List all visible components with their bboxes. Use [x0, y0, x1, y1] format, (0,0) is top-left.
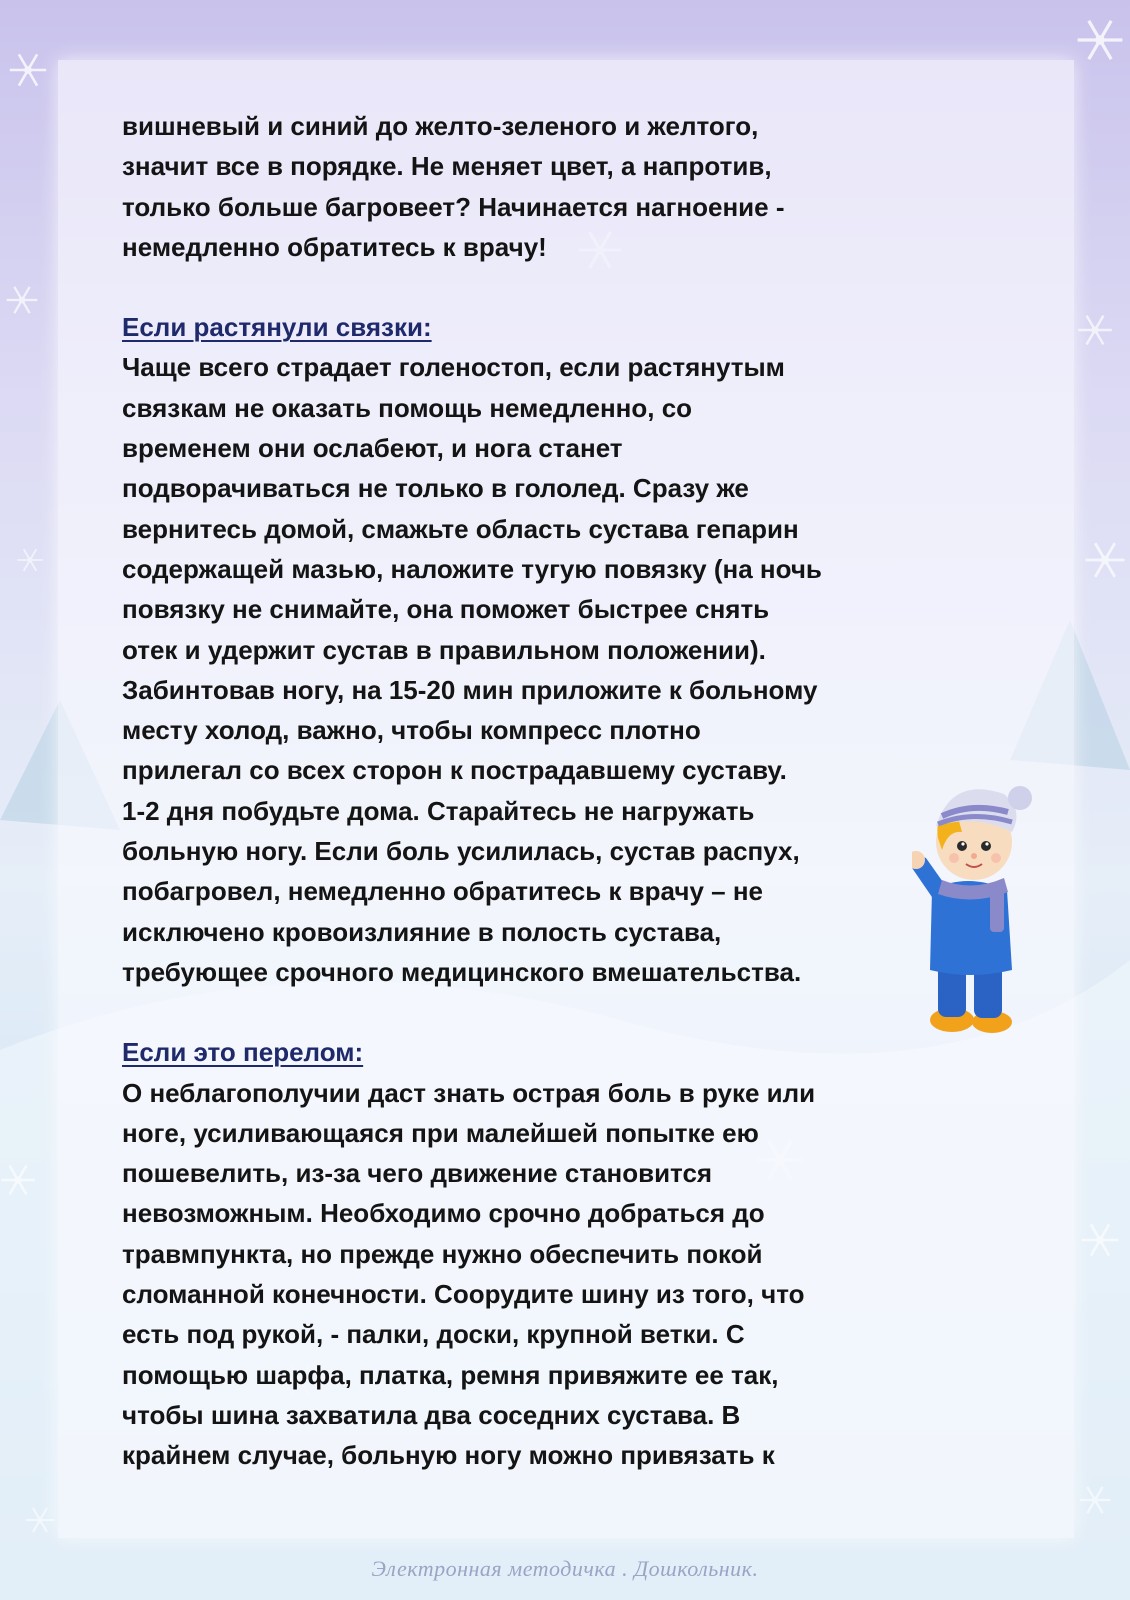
text-line: требующее срочного медицинского вмешательства. — [122, 956, 802, 987]
footer-watermark: Электронная методичка . Дошкольник. — [371, 1556, 759, 1581]
text-line: больную ногу. Если боль усилилась, сустав распух, — [122, 836, 800, 867]
text-line: Забинтовав ногу, на 15-20 мин приложите к больному — [122, 674, 818, 705]
section-sprain — [122, 307, 962, 992]
text-line: травмпункта, но прежде нужно обеспечить покой — [122, 1238, 763, 1269]
text-line: ноге, усиливающаяся при малейшей попытке ею — [122, 1117, 759, 1148]
text-line: Чаще всего страдает голеностоп, если растянутым — [122, 352, 785, 383]
text-line: связкам не оказать помощь немедленно, со — [122, 392, 693, 423]
text-line: отек и удержит сустав в правильном положении). — [122, 634, 766, 665]
text-line: побагровел, немедленно обратитесь к врачу – не — [122, 876, 763, 907]
text-line: невозможным. Необходимо срочно добраться до — [122, 1198, 765, 1229]
text-line: немедленно обратитесь к врачу! — [122, 231, 547, 262]
text-line: О неблагополучии даст знать острая боль в руке или — [122, 1077, 816, 1108]
text-line: крайнем случае, больную ногу можно привязать к — [122, 1440, 775, 1471]
section-heading: Если это перелом: — [122, 1037, 364, 1068]
paragraph-spacer — [122, 992, 962, 1032]
text-line: повязку не снимайте, она поможет быстрее снять — [122, 594, 770, 625]
intro-paragraph — [122, 106, 962, 267]
text-line: пошевелить, из-за чего движение становится — [122, 1158, 713, 1189]
text-line: вишневый и синий до желто-зеленого и желтого, — [122, 111, 759, 141]
text-line: месту холод, важно, чтобы компресс плотно — [122, 715, 701, 746]
text-line: сломанной конечности. Соорудите шину из того, что — [122, 1279, 805, 1310]
text-line: содержащей мазью, наложите тугую повязку (на ночь — [122, 553, 822, 584]
text-line: значит все в порядке. Не меняет цвет, а напротив, — [122, 151, 772, 182]
text-line: подворачиваться не только в гололед. Сразу же — [122, 473, 749, 504]
document-body — [122, 106, 962, 1476]
section-fracture — [122, 1032, 962, 1475]
paragraph-spacer — [122, 267, 962, 307]
text-line: 1-2 дня побудьте дома. Старайтесь не нагружать — [122, 795, 755, 826]
text-line: прилегал со всех сторон к пострадавшему суставу. — [122, 755, 787, 786]
child-illustration-icon — [912, 780, 1072, 1040]
text-line: только больше багровеет? Начинается нагноение - — [122, 191, 785, 222]
section-heading: Если растянули связки: — [122, 312, 432, 343]
text-line: временем они ослабеют, и нога станет — [122, 433, 623, 464]
text-line: помощью шарфа, платка, ремня привяжите ее так, — [122, 1359, 779, 1390]
text-line: есть под рукой, - палки, доски, крупной ветки. С — [122, 1319, 745, 1350]
text-line: чтобы шина захватила два соседних сустава. В — [122, 1399, 741, 1430]
text-line: вернитесь домой, смажьте область сустава гепарин — [122, 513, 799, 544]
text-line: исключено кровоизлияние в полость сустава, — [122, 916, 722, 947]
